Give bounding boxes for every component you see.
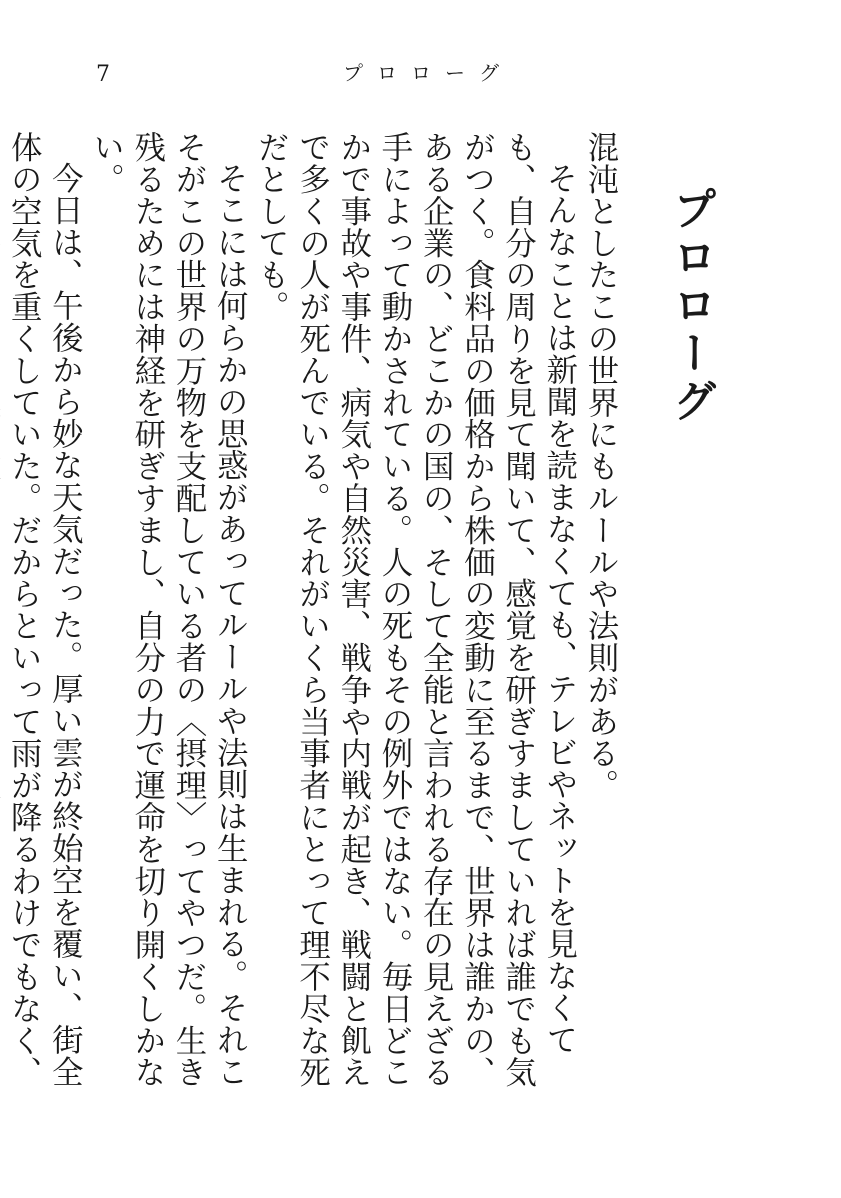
paragraph: 混沌としたこの世界にもルールや法則がある。 — [582, 131, 618, 801]
running-head: プロローグ — [343, 61, 513, 85]
paragraph: そんなことは新聞を読まなくても、テレビやネットを見なくても、自分の周りを見て聞いて、感覚を研ぎすましていれば誰でも気がつく。食料品の価格から株価の変動に至るまで、世界は誰かの、ある企業の、どこかの国の、そして全能と言われる存在の見えざる手によって動かされている。人の死もその例外ではない。毎日どこかで事故や事件、病気や自然災害、戦争や内戦が起き、戦闘と飢えで多くの人が死んでいる。それがいくら当事者にとって理不尽な死だとしても。 — [252, 131, 577, 1088]
paragraph: そこには何らかの思惑があってルールや法則は生まれる。それこそがこの世界の万物を支配している者の〈摂理〉ってやつだ。生き残るためには神経を研ぎすまし、自分の力で運命を切り開くしかない。 — [87, 131, 248, 1088]
chapter-title: プロローグ — [665, 186, 716, 426]
body-text — [5, 131, 620, 1106]
page-number: 7 — [96, 62, 110, 87]
paragraph: 今日は、午後から妙な天気だった。厚い雲が終始空を覆い、街全体の空気を重くしていた。だからといって雨が降るわけでもなく、 — [5, 131, 83, 1088]
